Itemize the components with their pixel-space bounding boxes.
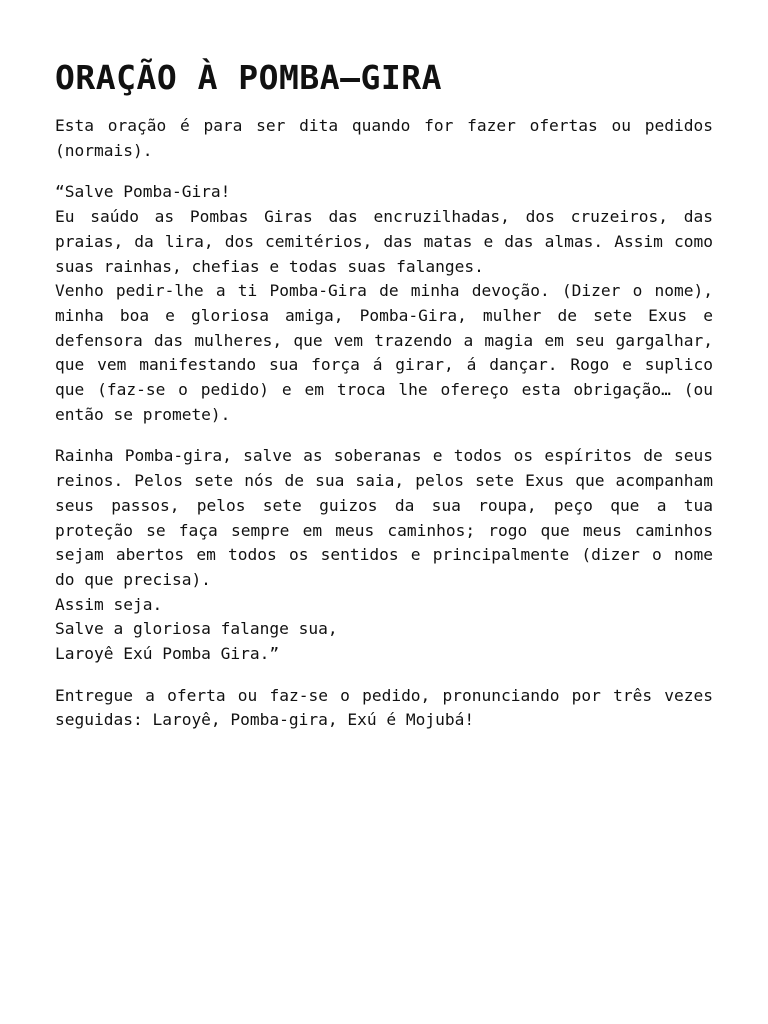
instructions-paragraph: Entregue a oferta ou faz-se o pedido, pronunciando por três vezes seguidas: Laroyê, Pomba-gira, Exú é Mojubá! [55, 685, 713, 730]
prayer-closing-1: Assim seja. [55, 594, 163, 614]
prayer-closing-3: Laroyê Exú Pomba Gira.” [55, 644, 280, 664]
prayer-salutation: Eu saúdo as Pombas Giras das encruzilhadas, dos cruzeiros, das praias, da lira, dos cemitérios, das matas e das almas. Assim como suas rainhas, chefias e todas suas falanges. [55, 207, 713, 276]
document-page [55, 58, 713, 750]
page-title: ORAÇÃO À POMBA–GIRA [55, 58, 442, 97]
prayer-closing-2: Salve a gloriosa falange sua, [55, 619, 338, 639]
prayer-greeting: “Salve Pomba-Gira! [55, 182, 231, 202]
intro-paragraph: Esta oração é para ser dita quando for fazer ofertas ou pedidos (normais). [55, 116, 713, 160]
prayer-part-2 [55, 444, 713, 666]
prayer-part-1 [55, 180, 713, 427]
prayer-request: Venho pedir-lhe a ti Pomba-Gira de minha devoção. (Dizer o nome), minha boa e gloriosa amiga, Pomba-Gira, mulher de sete Exus e defensora das mulheres, que vem trazendo a magia em seu gargalhar, que vem manifestando sua força á girar, á dançar. Rogo e suplico que (faz-se o pedido) e em troca lhe ofereço esta obrigação… (ou então se promete). [55, 281, 713, 424]
prayer-invocation: Rainha Pomba-gira, salve as soberanas e todos os espíritos de seus reinos. Pelos sete nós de sua saia, pelos sete Exus que acompanham seus passos, pelos sete guizos da sua roupa, peço que a tua proteção se faça sempre em meus caminhos; rogo que meus caminhos sejam abertos em todos os sentidos e principalmente (dizer o nome do que precisa). [55, 446, 713, 589]
